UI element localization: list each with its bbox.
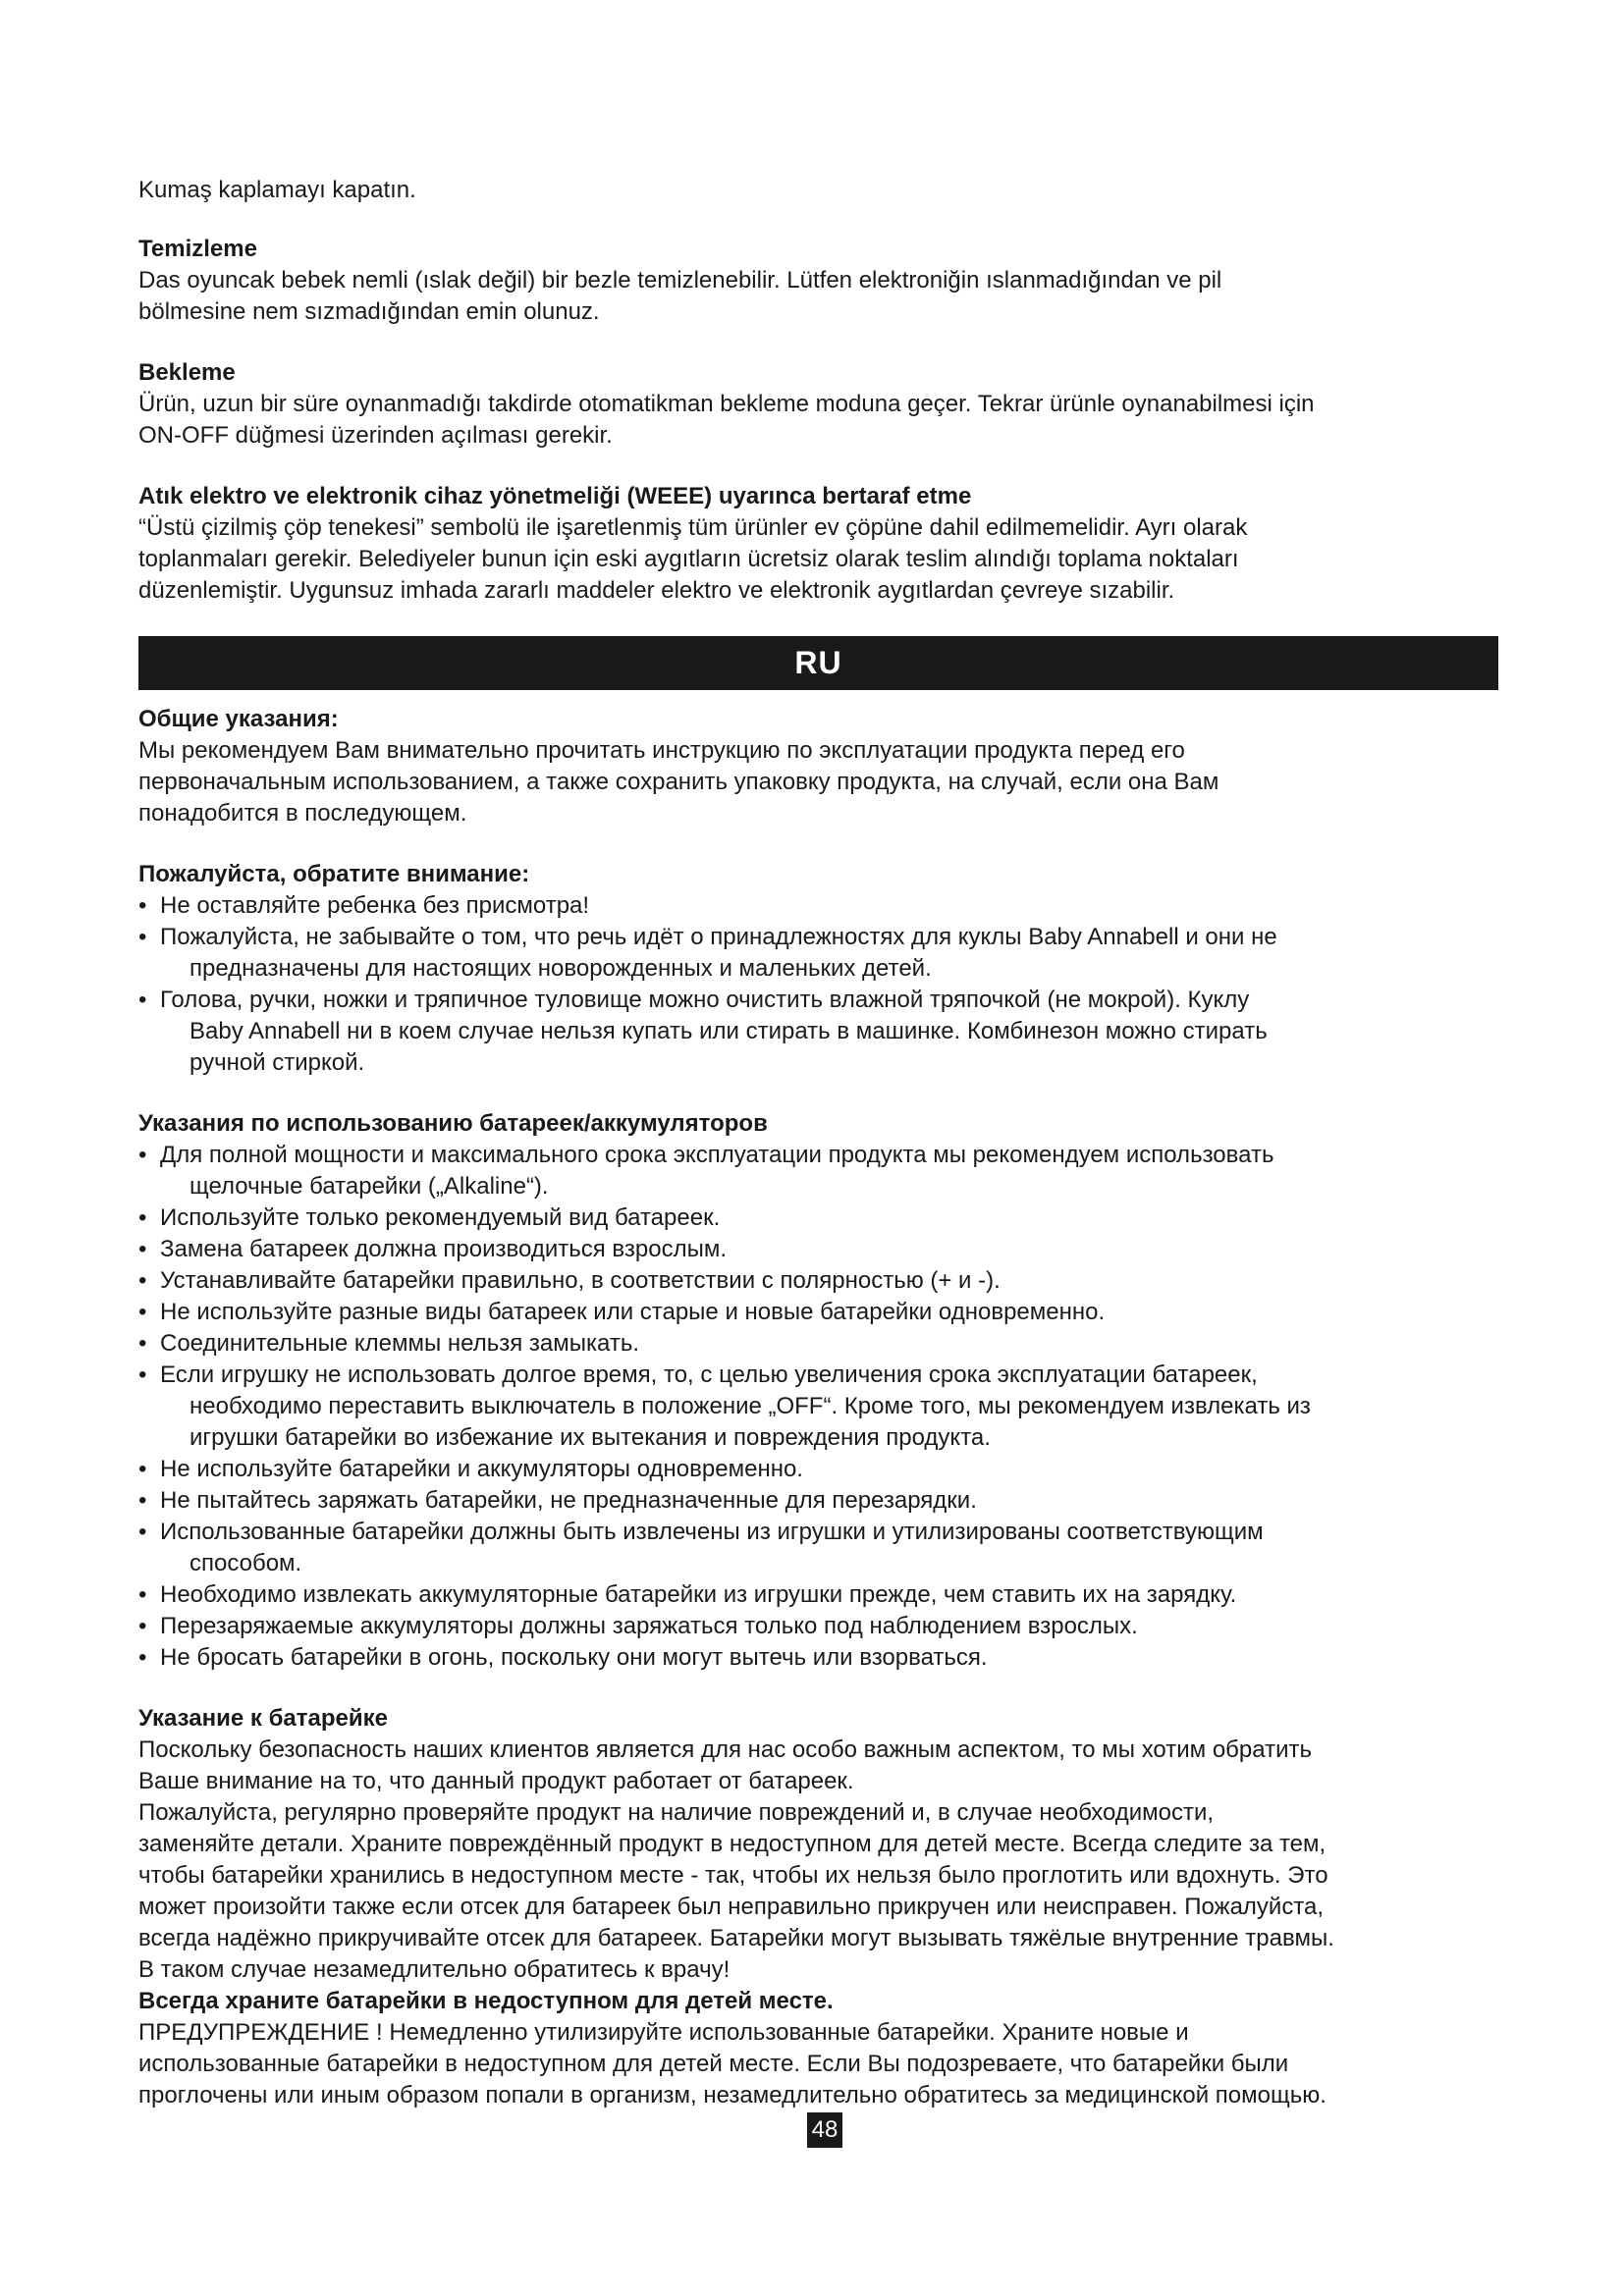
tr-cleaning-line: bölmesine nem sızmadığından emin olunuz.: [138, 298, 600, 325]
bullet-icon: •: [138, 1456, 147, 1482]
bullet-icon: •: [138, 1142, 147, 1168]
ru-warning-line: проглочены или иным образом попали в организм, незамедлительно обратитесь за медицинской помощью.: [138, 2082, 1326, 2109]
document-page: [138, 175, 1498, 2111]
ru-general-title: Общие указания:: [138, 706, 339, 732]
bullet-icon: •: [138, 1487, 147, 1514]
ru-battery-list: [138, 1140, 1498, 1674]
bullet-icon: •: [138, 987, 147, 1013]
bullet-icon: •: [138, 1204, 147, 1231]
list-item-text: Не бросать батарейки в огонь, поскольку они могут вытечь или взорваться.: [160, 1644, 988, 1671]
list-item-text: Не пытайтесь заряжать батарейки, не предназначенные для перезарядки.: [160, 1487, 977, 1514]
bullet-icon: •: [138, 1644, 147, 1671]
ru-note-line: может произойти также если отсек для батареек был неправильно прикручен или неисправен. Пожалуйста,: [138, 1894, 1325, 1920]
bullet-icon: •: [138, 1519, 147, 1545]
list-item-text: Устанавливайте батарейки правильно, в соответствии с полярностью (+ и -).: [160, 1267, 1001, 1294]
list-item-text: Если игрушку не использовать долгое время, то, с целью увеличения срока эксплуатации батареек,: [160, 1362, 1258, 1388]
ru-note-line: Пожалуйста, регулярно проверяйте продукт на наличие повреждений и, в случае необходимости,: [138, 1799, 1215, 1826]
list-item: [138, 1642, 1498, 1674]
list-item: [138, 1297, 1498, 1328]
ru-general-line: Мы рекомендуем Вам внимательно прочитать инструкцию по эксплуатации продукта перед его: [138, 737, 1185, 764]
tr-weee-line: toplanmaları gerekir. Belediyeler bunun için eski aygıtların ücretsiz olarak teslim alındığı toplama noktaları: [138, 546, 1239, 572]
ru-note-line: Ваше внимание на то, что данный продукт работает от батареек.: [138, 1768, 854, 1794]
ru-warning-line: ПРЕДУПРЕЖДЕНИЕ ! Немедленно утилизируйте использованные батарейки. Храните новые и: [138, 2019, 1189, 2046]
bullet-icon: •: [138, 892, 147, 919]
ru-general-line: понадобится в последующем.: [138, 800, 467, 827]
tr-weee-title: Atık elektro ve elektronik cihaz yönetmeliği (WEEE) uyarınca bertaraf etme: [138, 483, 972, 509]
list-item: [138, 1265, 1498, 1297]
list-item-text: предназначены для настоящих новорожденных и маленьких детей.: [189, 955, 932, 982]
list-item: [138, 890, 1498, 922]
tr-standby-line: Ürün, uzun bir süre oynanmadığı takdirde otomatikman bekleme moduna geçer. Tekrar ürünle oynanabilmesi için: [138, 391, 1315, 417]
list-item-text: щелочные батарейки („Alkaline“).: [189, 1173, 549, 1200]
list-item: [138, 922, 1498, 985]
tr-weee-line: “Üstü çizilmiş çöp tenekesi” sembolü ile işaretlenmiş tüm ürünler ev çöpüne dahil edilmemelidir. Ayrı olarak: [138, 514, 1248, 541]
list-item: [138, 1360, 1498, 1454]
list-item: [138, 1579, 1498, 1611]
list-item-text: Голова, ручки, ножки и тряпичное туловище можно очистить влажной тряпочкой (не мокрой). Куклу: [160, 987, 1250, 1013]
list-item: [138, 1140, 1498, 1202]
bullet-icon: •: [138, 1299, 147, 1325]
tr-standby-line: ON-OFF düğmesi üzerinden açılması gerekir.: [138, 422, 613, 449]
tr-standby-title: Bekleme: [138, 359, 236, 386]
ru-warning-line: использованные батарейки в недоступном для детей месте. Если Вы подозреваете, что батарейки были: [138, 2051, 1289, 2077]
list-item-text: Используйте только рекомендуемый вид батареек.: [160, 1204, 721, 1231]
list-item: [138, 1611, 1498, 1642]
ru-note-line: Поскольку безопасность наших клиентов является для нас особо важным аспектом, то мы хотим обратить: [138, 1736, 1312, 1763]
list-item-text: Baby Annabell ни в коем случае нельзя купать или стирать в машинке. Комбинезон можно стирать: [189, 1018, 1268, 1044]
page-number: 48: [807, 2112, 842, 2148]
list-item: [138, 1202, 1498, 1234]
list-item: [138, 1485, 1498, 1517]
ru-note-title: Указание к батарейке: [138, 1705, 388, 1732]
list-item: [138, 1234, 1498, 1265]
ru-note-line: чтобы батарейки хранились в недоступном месте - так, чтобы их нельзя было проглотить или вдохнуть. Это: [138, 1862, 1328, 1889]
list-item-text: необходимо переставить выключатель в положение „OFF“. Кроме того, мы рекомендуем извлекать из: [189, 1393, 1311, 1419]
list-item-text: Замена батареек должна производиться взрослым.: [160, 1236, 727, 1262]
tr-cleaning-line: Das oyuncak bebek nemli (ıslak değil) bir bezle temizlenebilir. Lütfen elektroniğin ıslanmadığından ve pil: [138, 267, 1222, 294]
bullet-icon: •: [138, 1613, 147, 1639]
list-item-text: ручной стиркой.: [189, 1049, 365, 1076]
ru-general-line: первоначальным использованием, а также сохранить упаковку продукта, на случай, если она Вам: [138, 769, 1219, 795]
list-item-text: Перезаряжаемые аккумуляторы должны заряжаться только под наблюдением взрослых.: [160, 1613, 1138, 1639]
ru-note-line: всегда надёжно прикручивайте отсек для батареек. Батарейки могут вызывать тяжёлые внутренние травмы.: [138, 1925, 1334, 1951]
ru-note-line: В таком случае незамедлительно обратитесь к врачу!: [138, 1956, 731, 1983]
list-item-text: Не используйте батарейки и аккумуляторы одновременно.: [160, 1456, 803, 1482]
list-item-text: Необходимо извлекать аккумуляторные батарейки из игрушки прежде, чем ставить их на зарядку.: [160, 1581, 1237, 1608]
list-item-text: способом.: [189, 1550, 302, 1576]
bullet-icon: •: [138, 1267, 147, 1294]
list-item: [138, 1454, 1498, 1485]
list-item-text: игрушки батарейки во избежание их вытекания и повреждения продукта.: [189, 1424, 991, 1451]
list-item-text: Не используйте разные виды батареек или старые и новые батарейки одновременно.: [160, 1299, 1106, 1325]
bullet-icon: •: [138, 924, 147, 950]
bullet-icon: •: [138, 1330, 147, 1357]
bullet-icon: •: [138, 1581, 147, 1608]
list-item-text: Для полной мощности и максимального срока эксплуатации продукта мы рекомендуем использовать: [160, 1142, 1274, 1168]
language-banner-ru: RU: [138, 636, 1498, 690]
bullet-icon: •: [138, 1362, 147, 1388]
ru-battery-title: Указания по использованию батареек/аккумуляторов: [138, 1110, 768, 1137]
list-item-text: Не оставляйте ребенка без присмотра!: [160, 892, 590, 919]
ru-keep-away-heading: Всегда храните батарейки в недоступном для детей месте.: [138, 1988, 834, 2014]
list-item-text: Соединительные клеммы нельзя замыкать.: [160, 1330, 640, 1357]
list-item: [138, 985, 1498, 1079]
list-item-text: Пожалуйста, не забывайте о том, что речь идёт о принадлежностях для куклы Baby Annabell и они не: [160, 924, 1277, 950]
tr-intro: Kumaş kaplamayı kapatın.: [138, 177, 416, 203]
bullet-icon: •: [138, 1236, 147, 1262]
tr-cleaning-title: Temizleme: [138, 236, 257, 262]
ru-attention-list: [138, 890, 1498, 1079]
list-item: [138, 1328, 1498, 1360]
ru-note-line: заменяйте детали. Храните повреждённый продукт в недоступном для детей месте. Всегда следите за тем,: [138, 1831, 1326, 1857]
ru-attention-title: Пожалуйста, обратите внимание:: [138, 861, 530, 887]
list-item-text: Использованные батарейки должны быть извлечены из игрушки и утилизированы соответствующим: [160, 1519, 1264, 1545]
list-item: [138, 1517, 1498, 1579]
tr-weee-line: düzenlemiştir. Uygunsuz imhada zararlı maddeler elektro ve elektronik aygıtlardan çevreye sızabilir.: [138, 577, 1175, 604]
